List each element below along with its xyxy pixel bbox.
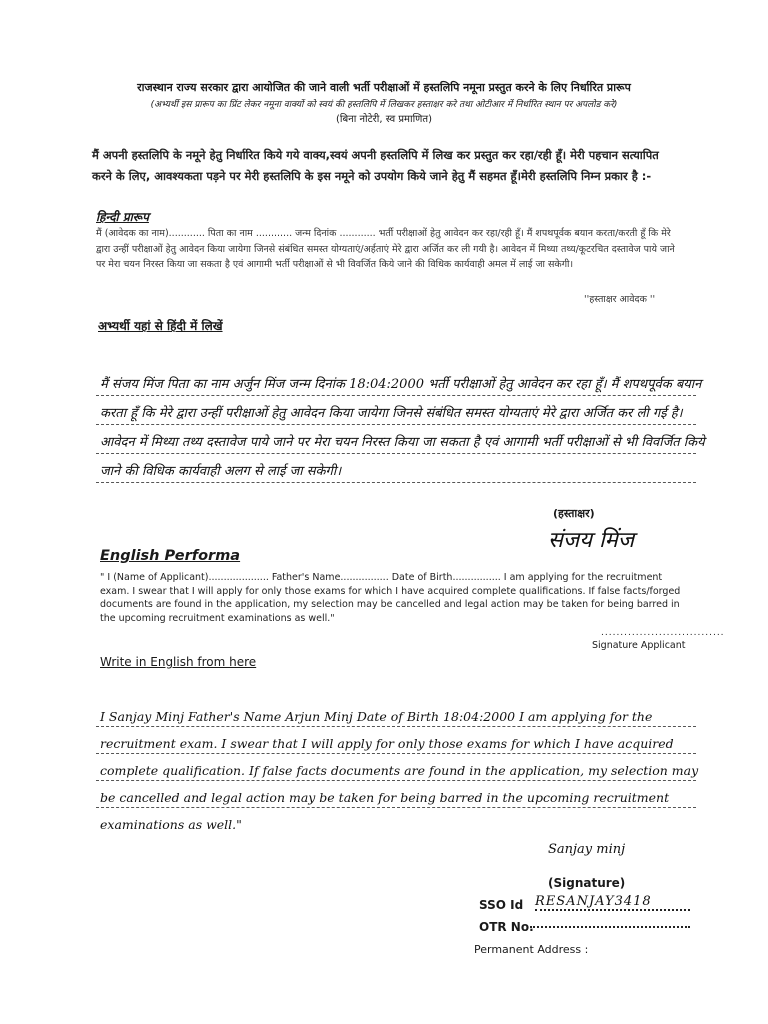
form-title: राजस्थान राज्य सरकार द्वारा आयोजित की जाने वाली भर्ती परीक्षाओं में हस्तलिपि नमूना प्रस्तुत करने के लिए निर्धारित प्रारूप: [137, 81, 631, 94]
signature-dots: ................................: [601, 628, 725, 638]
english-handwritten-text: I Sanjay Minj Father's Name Arjun Minj Date of Birth 18:04:2000 I am applying for the recruitment exam. I swear that I will apply for only those exams for which I have acquired complete qualification. If false facts documents are found in the application, my selection may be cancelled and legal action may be taken for being barred in the upcoming recruitment examinations as well.": [100, 709, 699, 832]
english-handwritten-signature: Sanjay minj: [548, 842, 626, 857]
sso-id-value: RESANJAY3418: [535, 894, 690, 911]
english-proforma-title: English Performa: [100, 548, 241, 564]
declaration-text: मैं अपनी हस्तलिपि के नमूने हेतु निर्धारित किये गये वाक्य,स्वयं अपनी हस्तलिपि में लिख कर प्रस्तुत कर रहा/रही हूँ। मेरी पहचान सत्यापित करने के लिए, आवश्यकता पड़ने पर मेरी हस्तलिपि के इस नमूने को उपयोग किये जाने हेतु मैं सहमत हूँ।मेरी हस्तलिपि निम्न प्रकार है :-: [92, 148, 659, 183]
otr-no-label: OTR No.: [479, 920, 534, 934]
hindi-proforma-signature-label: ''हस्ताक्षर आवेदक '': [584, 294, 656, 305]
hindi-handwritten-signature: संजय मिंज: [548, 528, 635, 553]
hindi-write-section-label: अभ्यर्थी यहां से हिंदी में लिखें: [98, 319, 223, 333]
hindi-handwritten-text: मैं संजय मिंज पिता का नाम अर्जुन मिंज जन्म दिनांक 18:04:2000 भर्ती परीक्षाओं हेतु आवेदन कर रहा हूँ। मैं शपथपूर्वक बयान करता हूँ कि मेरे द्वारा उन्हीं परीक्षाओं हेतु आवेदन किया जायेगा जिनसे संबंधित समस्त योग्यताएं मेरे द्वारा अर्जित कर ली गई है। आवेदन में मिथ्या तथ्य दस्तावेज पाये जाने पर मेरा चयन निरस्त किया जा सकता है एवं आगामी भर्ती परीक्षाओं से भी विवर्जित किये जाने की विधिक कार्यवाही अलग से लाई जा सकेगी।: [100, 377, 705, 479]
english-write-section-label: Write in English from here: [100, 655, 257, 669]
hindi-signature-label: (हस्ताक्षर): [553, 507, 595, 520]
hindi-proforma-title: हिन्दी प्रारूप: [96, 210, 149, 224]
signature-caption: (Signature): [548, 876, 626, 890]
otr-no-blank: [530, 926, 690, 928]
signature-applicant-label: Signature Applicant: [592, 640, 686, 651]
english-proforma-text: " I (Name of Applicant).................... Father's Name................ Date of Birth................ I am applying for the recruitment exam. I swear that I will apply for only those exams for which I have acquired complete qualifications. If false facts/forged documents are found in the application, my selection may be cancelled and legal action may be taken for being barred in the upcoming recruitment examinations as well.": [100, 572, 681, 624]
sso-id-label: SSO Id: [479, 898, 524, 912]
form-note: (बिना नोटेरी, स्व प्रमाणित): [335, 114, 433, 125]
hindi-proforma-text: मैं (आवेदक का नाम)............ पिता का नाम ............ जन्म दिनांक ............ भर्ती परीक्षाओं हेतु आवेदन कर रहा/रही हूँ। मैं शपथपूर्वक बयान करता/करती हूँ कि मेरे द्वारा उन्हीं परीक्षाओं हेतु आवेदन किया जायेगा जिनसे संबंधित समस्त योग्यताएं/अर्हताएं मेरे द्वारा अर्जित कर ली गयी है। आवेदन में मिथ्या तथ्य/कूटरचित दस्तावेज पाये जाने पर मेरा चयन निरस्त किया जा सकता है एवं आगामी भर्ती परीक्षाओं से भी विवर्जित किये जाने की विधिक कार्यवाही अमल में लाई जा सकेगी।: [96, 228, 675, 270]
permanent-address-label: Permanent Address :: [474, 943, 589, 956]
form-instructions: (अभ्यर्थी इस प्रारूप का प्रिंट लेकर नमूना वाक्यों को स्वयं की हस्तलिपि में लिखकर हस्ताक्षर करे तथा ओटीआर में निर्धारित स्थान पर अपलोड करे): [150, 100, 618, 110]
